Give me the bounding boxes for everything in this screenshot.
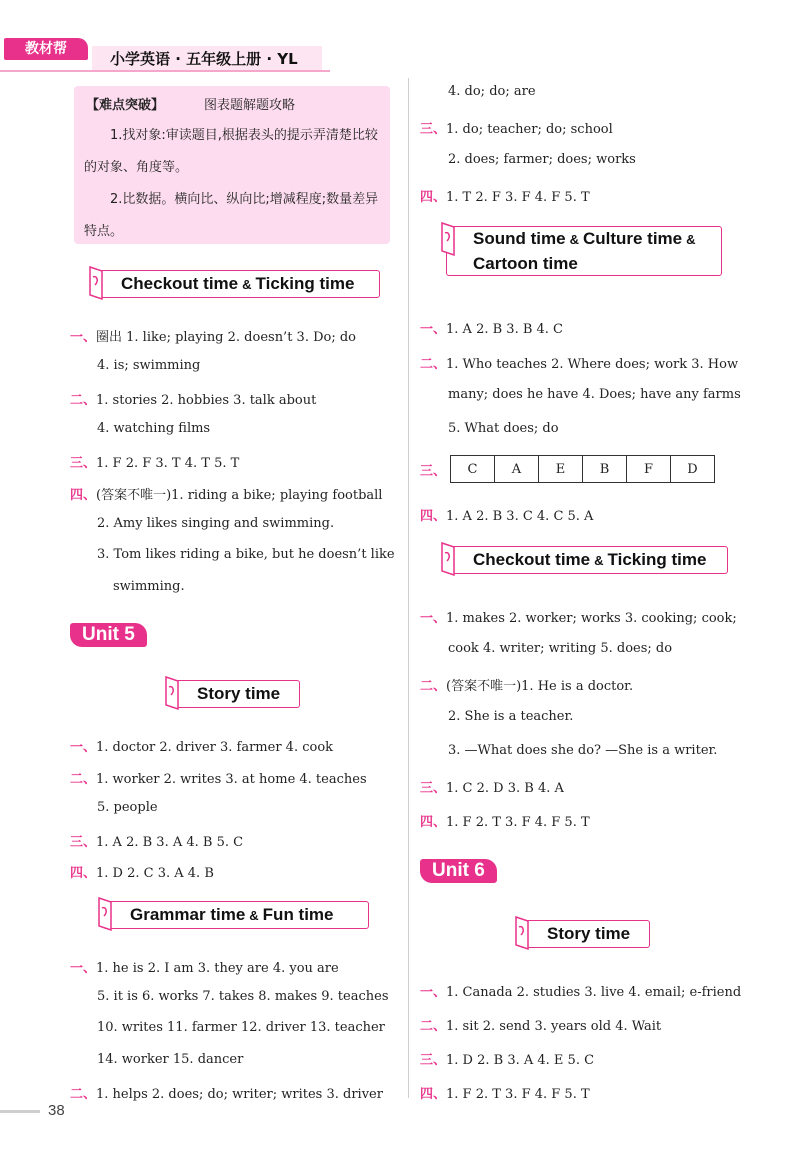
- tip-title: 【难点突破】: [86, 98, 165, 113]
- unit-5-label: Unit 5: [70, 623, 147, 647]
- answer-line: 四、1. T 2. F 3. F 4. F 5. T: [420, 190, 590, 205]
- answer-line: many; does he have 4. Does; have any farms: [448, 387, 741, 402]
- page-number-rule: [0, 1110, 40, 1113]
- section-grammar-fun: Grammar time & Fun time: [103, 901, 369, 929]
- answer-line: 一、1. he is 2. I am 3. they are 4. you are: [70, 961, 339, 976]
- section-flag-icon: [163, 675, 183, 711]
- unit-6-label: Unit 6: [420, 859, 497, 883]
- answer-line: 二、1. helps 2. does; do; writer; writes 3. driver: [70, 1087, 383, 1102]
- page-number: 38: [48, 1102, 65, 1119]
- section-flag-icon: [513, 915, 533, 951]
- answer-line: 4. do; do; are: [448, 84, 536, 99]
- answer-line: 三、: [420, 464, 447, 479]
- answer-line: 一、圈出 1. like; playing 2. doesn’t 3. Do; do: [70, 330, 356, 345]
- answer-line: cook 4. writer; writing 5. does; do: [448, 641, 673, 656]
- section-flag-icon: [96, 896, 116, 932]
- section-title: Sound time: [473, 229, 566, 248]
- sequence-table: [450, 455, 715, 483]
- answer-line: 一、1. makes 2. worker; works 3. cooking; cook;: [420, 611, 737, 626]
- answer-line: 四、1. F 2. T 3. F 4. F 5. T: [420, 815, 590, 830]
- answer-line: 四、1. D 2. C 3. A 4. B: [70, 866, 214, 881]
- answer-line: swimming.: [113, 579, 185, 594]
- answer-line: 三、1. D 2. B 3. A 4. E 5. C: [420, 1053, 595, 1068]
- answer-line: 二、1. Who teaches 2. Where does; work 3. How: [420, 357, 739, 372]
- answer-line: 三、1. F 2. F 3. T 4. T 5. T: [70, 456, 240, 471]
- book-subject: 小学英语 · 五年级上册 · YL: [110, 50, 298, 68]
- tip-paragraph-1: 1.找对象:审读题目,根据表头的提示弄清楚比较的对象、角度等。: [84, 128, 378, 175]
- answer-line: 二、1. sit 2. send 3. years old 4. Wait: [420, 1019, 662, 1034]
- answer-line: 二、1. worker 2. writes 3. at home 4. teaches: [70, 772, 367, 787]
- answer-line: 10. writes 11. farmer 12. driver 13. teacher: [97, 1020, 385, 1035]
- answer-line: 一、1. doctor 2. driver 3. farmer 4. cook: [70, 740, 334, 755]
- sequence-cell: C: [451, 456, 495, 483]
- header-line: [0, 70, 330, 72]
- answer-line: 3. —What does she do? —She is a writer.: [448, 743, 718, 758]
- answer-line: 四、1. A 2. B 3. C 4. C 5. A: [420, 509, 594, 524]
- sequence-cell: F: [627, 456, 671, 483]
- answer-line: 三、1. A 2. B 3. A 4. B 5. C: [70, 835, 244, 850]
- section-sound-culture-cartoon: Sound time & Culture time & Cartoon time: [446, 226, 722, 276]
- section-checkout-ticking: Checkout time & Ticking time: [94, 270, 380, 298]
- answer-line: 5. What does; do: [448, 421, 559, 436]
- section-title: Grammar time: [130, 905, 246, 924]
- answer-line: 三、1. C 2. D 3. B 4. A: [420, 781, 564, 796]
- answer-line: 2. Amy likes singing and swimming.: [97, 516, 335, 531]
- answer-line: 三、1. do; teacher; do; school: [420, 122, 613, 137]
- section-title: Story time: [547, 924, 631, 943]
- answer-line: 14. worker 15. dancer: [97, 1052, 244, 1067]
- section-title: Checkout time: [121, 274, 239, 293]
- section-checkout-ticking-2: Checkout time & Ticking time: [446, 546, 728, 574]
- section-title: Checkout time: [473, 550, 591, 569]
- section-title: Story time: [197, 684, 281, 703]
- section-story-time: [170, 680, 300, 708]
- section-flag-icon: [439, 221, 459, 257]
- answer-line: 四、(答案不唯一)1. riding a bike; playing football: [70, 488, 383, 503]
- tip-subtitle: 图表题解题攻略: [204, 98, 296, 113]
- answer-line: 一、1. A 2. B 3. B 4. C: [420, 322, 563, 337]
- answer-line: 一、1. Canada 2. studies 3. live 4. email; e-friend: [420, 985, 742, 1000]
- answer-line: 5. people: [97, 800, 158, 815]
- answer-line: 4. watching films: [97, 421, 211, 436]
- sequence-cell: A: [495, 456, 539, 483]
- sequence-cell: E: [539, 456, 583, 483]
- answer-line: 二、1. stories 2. hobbies 3. talk about: [70, 393, 317, 408]
- answer-line: 4. is; swimming: [97, 358, 201, 373]
- section-flag-icon: [87, 265, 107, 301]
- answer-line: 5. it is 6. works 7. takes 8. makes 9. teaches: [97, 989, 389, 1004]
- answer-line: 3. Tom likes riding a bike, but he doesn’t like: [97, 547, 395, 562]
- answer-line: 二、(答案不唯一)1. He is a doctor.: [420, 679, 634, 694]
- sequence-cell: B: [583, 456, 627, 483]
- brand-badge: 教材帮: [4, 38, 88, 60]
- section-story-time-2: [520, 920, 650, 948]
- answer-line: 2. does; farmer; does; works: [448, 152, 636, 167]
- tip-paragraph-2: 2.比数据。横向比、纵向比;增减程度;数量差异特点。: [84, 192, 379, 239]
- answer-line: 2. She is a teacher.: [448, 709, 574, 724]
- answer-line: 四、1. F 2. T 3. F 4. F 5. T: [420, 1087, 590, 1102]
- sequence-cell: D: [671, 456, 715, 483]
- column-divider: [408, 78, 409, 1098]
- tip-box: [74, 86, 390, 244]
- section-flag-icon: [439, 541, 459, 577]
